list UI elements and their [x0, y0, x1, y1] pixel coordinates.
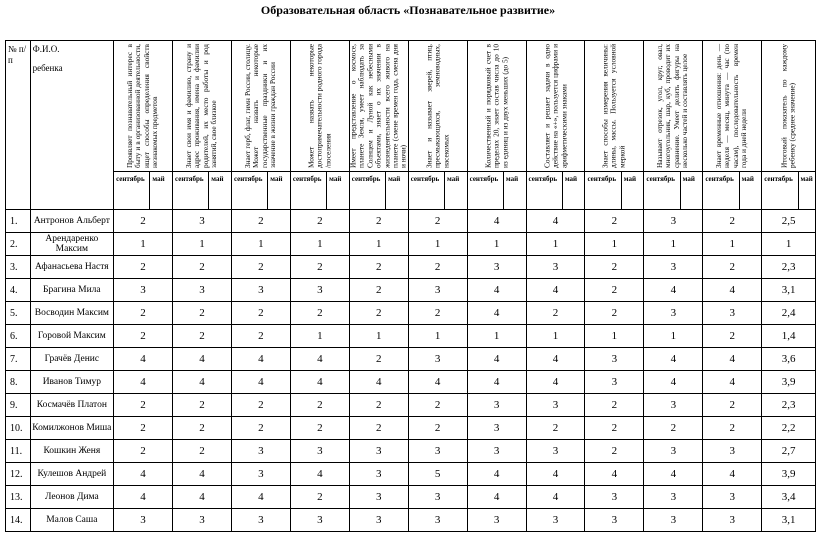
- criterion-text: Проявляет познавательный интерес в быту и в организованной деятельности, ищет способы определения свойств незнакомых предметов: [125, 44, 160, 168]
- table-row: [6, 509, 816, 532]
- score-cell: 4: [703, 348, 762, 371]
- score-cell: 1,4: [762, 325, 816, 348]
- score-cell: 2: [703, 256, 762, 279]
- score-cell: 3: [231, 279, 290, 302]
- criterion-header: [526, 41, 585, 172]
- score-cell: 4: [173, 486, 232, 509]
- criterion-header: [762, 41, 816, 172]
- score-cell: 1: [114, 233, 173, 256]
- score-cell: 2: [526, 302, 585, 325]
- month-label: май: [444, 172, 467, 210]
- score-cell: 3: [408, 348, 467, 371]
- score-cell: 4: [173, 463, 232, 486]
- child-name: Арендаренко Максим: [30, 233, 114, 256]
- score-cell: 3: [290, 279, 349, 302]
- score-cell: 4: [526, 279, 585, 302]
- criterion-header: [349, 41, 408, 172]
- score-cell: 3: [644, 210, 703, 233]
- score-cell: 4: [644, 463, 703, 486]
- score-cell: 3: [526, 394, 585, 417]
- score-cell: 3: [703, 509, 762, 532]
- score-cell: 4: [526, 210, 585, 233]
- table-row: [6, 463, 816, 486]
- score-cell: 4: [467, 348, 526, 371]
- score-cell: 3,6: [762, 348, 816, 371]
- score-cell: 3: [644, 256, 703, 279]
- score-cell: 4: [290, 463, 349, 486]
- month-label: сентябрь: [290, 172, 326, 210]
- table-row: [6, 256, 816, 279]
- child-name: Восводин Максим: [30, 302, 114, 325]
- score-cell: 2: [290, 302, 349, 325]
- score-cell: 2: [114, 210, 173, 233]
- month-label: сентябрь: [703, 172, 739, 210]
- month-label: май: [150, 172, 173, 210]
- score-cell: 1: [290, 325, 349, 348]
- month-label: сентябрь: [231, 172, 267, 210]
- header-num: № п/п: [6, 41, 31, 210]
- score-cell: 2: [585, 210, 644, 233]
- row-number: 10.: [6, 417, 31, 440]
- month-label: сентябрь: [526, 172, 562, 210]
- score-cell: 3: [585, 348, 644, 371]
- score-cell: 4: [467, 463, 526, 486]
- score-cell: 2: [231, 394, 290, 417]
- score-cell: 2: [231, 256, 290, 279]
- header-name: [30, 41, 114, 210]
- score-cell: 4: [231, 348, 290, 371]
- score-cell: 3: [349, 509, 408, 532]
- score-cell: 2,4: [762, 302, 816, 325]
- score-cell: 2: [349, 210, 408, 233]
- score-cell: 2: [703, 325, 762, 348]
- assessment-table: [5, 40, 816, 532]
- score-cell: 2: [290, 256, 349, 279]
- score-cell: 3: [231, 463, 290, 486]
- table-row: [6, 394, 816, 417]
- child-name: Кулешов Андрей: [30, 463, 114, 486]
- score-cell: 3: [644, 486, 703, 509]
- child-name: Малов Саша: [30, 509, 114, 532]
- score-cell: 3: [114, 279, 173, 302]
- score-cell: 2: [526, 417, 585, 440]
- score-cell: 2,3: [762, 394, 816, 417]
- child-name: Комилжонов Миша: [30, 417, 114, 440]
- score-cell: 3: [408, 279, 467, 302]
- page-title: Образовательная область «Познавательное развитие»: [260, 3, 556, 17]
- score-cell: 2: [408, 394, 467, 417]
- month-label: май: [739, 172, 762, 210]
- score-cell: 1: [762, 233, 816, 256]
- score-cell: 1: [703, 233, 762, 256]
- month-label: сентябрь: [644, 172, 680, 210]
- month-label: сентябрь: [114, 172, 150, 210]
- table-row: [6, 302, 816, 325]
- score-cell: 2: [173, 417, 232, 440]
- score-cell: 2: [585, 440, 644, 463]
- row-number: 1.: [6, 210, 31, 233]
- score-cell: 2: [114, 302, 173, 325]
- score-cell: 2: [644, 417, 703, 440]
- criterion-header: [408, 41, 467, 172]
- score-cell: 2: [173, 440, 232, 463]
- score-cell: 1: [585, 233, 644, 256]
- score-cell: 4: [703, 463, 762, 486]
- score-cell: 3: [467, 394, 526, 417]
- score-cell: 1: [585, 325, 644, 348]
- score-cell: 4: [467, 371, 526, 394]
- score-cell: 2: [585, 394, 644, 417]
- table-row: [6, 440, 816, 463]
- month-label: сентябрь: [585, 172, 621, 210]
- score-cell: 2: [349, 394, 408, 417]
- month-label: май: [503, 172, 526, 210]
- score-cell: 3: [349, 486, 408, 509]
- score-cell: 2: [231, 302, 290, 325]
- table-row: [6, 325, 816, 348]
- score-cell: 2: [290, 486, 349, 509]
- score-cell: 1: [173, 233, 232, 256]
- score-cell: 3,1: [762, 279, 816, 302]
- score-cell: 2: [114, 325, 173, 348]
- score-cell: 3: [349, 440, 408, 463]
- score-cell: 2: [231, 417, 290, 440]
- score-cell: 4: [585, 463, 644, 486]
- month-label: май: [209, 172, 232, 210]
- score-cell: 3: [526, 509, 585, 532]
- score-cell: 3: [467, 417, 526, 440]
- score-cell: 2: [408, 256, 467, 279]
- score-cell: 2: [585, 417, 644, 440]
- score-cell: 1: [408, 325, 467, 348]
- table-row: [6, 371, 816, 394]
- score-cell: 2: [703, 210, 762, 233]
- child-name: Антронов Альберт: [30, 210, 114, 233]
- score-cell: 4: [703, 279, 762, 302]
- table-row: [6, 486, 816, 509]
- criterion-text: Знает временные отношения: день — неделя — месяц, минута — час (по часам), последовательность времен года и дней недели: [714, 44, 749, 168]
- score-cell: 4: [114, 463, 173, 486]
- score-cell: 4: [290, 348, 349, 371]
- score-cell: 2: [231, 325, 290, 348]
- score-cell: 3,1: [762, 509, 816, 532]
- score-cell: 3: [526, 440, 585, 463]
- table-row: [6, 233, 816, 256]
- criterion-text: Знает способы измерения величины: длины, массы. Пользуется условной меркой: [600, 44, 627, 168]
- score-cell: 3: [644, 440, 703, 463]
- score-cell: 3,9: [762, 463, 816, 486]
- score-cell: 1: [290, 233, 349, 256]
- score-cell: 2: [290, 210, 349, 233]
- score-cell: 2,7: [762, 440, 816, 463]
- score-cell: 2: [114, 417, 173, 440]
- score-cell: 3: [173, 509, 232, 532]
- score-cell: 3: [173, 279, 232, 302]
- criterion-header: [644, 41, 703, 172]
- score-cell: 4: [526, 486, 585, 509]
- criterion-text: Количественный и порядковый счет в пределах 20, знает состав числа до 10 из единиц и из двух меньших (до 5): [482, 44, 509, 168]
- score-cell: 4: [231, 371, 290, 394]
- score-cell: 3: [585, 486, 644, 509]
- score-cell: 5: [408, 463, 467, 486]
- score-cell: 2,5: [762, 210, 816, 233]
- table-row: [6, 210, 816, 233]
- score-cell: 2: [114, 256, 173, 279]
- month-label: май: [268, 172, 291, 210]
- score-cell: 2: [408, 417, 467, 440]
- month-label: сентябрь: [173, 172, 209, 210]
- month-label: май: [386, 172, 409, 210]
- table-row: [6, 279, 816, 302]
- score-cell: 2: [173, 256, 232, 279]
- score-cell: 2: [349, 348, 408, 371]
- score-cell: 1: [408, 233, 467, 256]
- score-cell: 3: [408, 440, 467, 463]
- score-cell: 1: [644, 233, 703, 256]
- score-cell: 4: [526, 463, 585, 486]
- score-cell: 2: [173, 394, 232, 417]
- score-cell: 3: [467, 256, 526, 279]
- criterion-text: Итоговый показатель по каждому ребенку (среднее значение): [779, 44, 797, 168]
- score-cell: 3: [703, 486, 762, 509]
- score-cell: 4: [114, 371, 173, 394]
- row-number: 14.: [6, 509, 31, 532]
- score-cell: 2: [114, 394, 173, 417]
- row-number: 4.: [6, 279, 31, 302]
- criterion-text: Составляет и решает задачи в одно действие на «+», пользуется цифрами и арифметическими знаками: [541, 44, 568, 168]
- score-cell: 4: [467, 302, 526, 325]
- criterion-header: [290, 41, 349, 172]
- criterion-header: [231, 41, 290, 172]
- score-cell: 3: [231, 509, 290, 532]
- child-name: Афанасьева Настя: [30, 256, 114, 279]
- month-label: сентябрь: [408, 172, 444, 210]
- score-cell: 2: [408, 302, 467, 325]
- month-label: май: [680, 172, 703, 210]
- score-cell: 4: [703, 371, 762, 394]
- score-cell: 3: [114, 509, 173, 532]
- score-cell: 1: [467, 325, 526, 348]
- row-number: 13.: [6, 486, 31, 509]
- child-name: Леонов Дима: [30, 486, 114, 509]
- score-cell: 4: [173, 371, 232, 394]
- score-cell: 1: [467, 233, 526, 256]
- child-name: Иванов Тимур: [30, 371, 114, 394]
- row-number: 6.: [6, 325, 31, 348]
- score-cell: 3: [290, 440, 349, 463]
- child-name: Горовой Максим: [30, 325, 114, 348]
- row-number: 11.: [6, 440, 31, 463]
- score-cell: 3: [349, 463, 408, 486]
- criterion-header: [173, 41, 232, 172]
- score-cell: 2: [349, 279, 408, 302]
- row-number: 9.: [6, 394, 31, 417]
- score-cell: 4: [526, 348, 585, 371]
- score-cell: 2,3: [762, 256, 816, 279]
- score-cell: 3,9: [762, 371, 816, 394]
- score-cell: 3: [173, 210, 232, 233]
- header-name-line1: Ф.И.О.: [32, 44, 60, 54]
- month-label: май: [562, 172, 585, 210]
- score-cell: 2: [290, 417, 349, 440]
- score-cell: 3: [585, 509, 644, 532]
- score-cell: 3: [290, 509, 349, 532]
- score-cell: 1: [231, 233, 290, 256]
- score-cell: 3: [231, 440, 290, 463]
- score-cell: 3: [644, 302, 703, 325]
- score-cell: 1: [349, 233, 408, 256]
- month-label: май: [327, 172, 350, 210]
- score-cell: 1: [349, 325, 408, 348]
- score-cell: 4: [290, 371, 349, 394]
- criterion-text: Может назвать некоторые достопримечательности родного города /поселения: [306, 44, 333, 168]
- score-cell: 2: [290, 394, 349, 417]
- score-cell: 2: [703, 417, 762, 440]
- row-number: 12.: [6, 463, 31, 486]
- row-number: 3.: [6, 256, 31, 279]
- month-label: сентябрь: [467, 172, 503, 210]
- criterion-header: [467, 41, 526, 172]
- header-name-line2: ребенка: [32, 63, 63, 73]
- score-cell: 4: [349, 371, 408, 394]
- score-cell: 2: [173, 325, 232, 348]
- criterion-text: Знает герб, флаг, гимн России, столицу. Может назвать некоторые государственные праздники и их значение в жизни граждан России: [243, 44, 278, 168]
- criterion-text: Знает и называет зверей, птиц, пресмыкающихся, земноводных, насекомых: [424, 44, 450, 168]
- score-cell: 2: [585, 256, 644, 279]
- score-cell: 2: [585, 302, 644, 325]
- child-name: Брагина Мила: [30, 279, 114, 302]
- row-number: 2.: [6, 233, 31, 256]
- row-number: 5.: [6, 302, 31, 325]
- score-cell: 4: [526, 371, 585, 394]
- score-cell: 2: [349, 417, 408, 440]
- row-number: 7.: [6, 348, 31, 371]
- score-cell: 3: [644, 509, 703, 532]
- child-name: Космачёв Платон: [30, 394, 114, 417]
- score-cell: 4: [173, 348, 232, 371]
- score-cell: 2: [703, 394, 762, 417]
- score-cell: 2: [231, 210, 290, 233]
- score-cell: 4: [467, 279, 526, 302]
- criterion-text: Имеет представление о космосе, планете Земля, умеет наблюдать за Солнцем и Луной как небесными объектами, знает о их значении в жизнедеятельности всего живого на планете (смене времен года, смена дня и ночи): [348, 44, 408, 168]
- score-cell: 4: [644, 279, 703, 302]
- score-cell: 4: [644, 371, 703, 394]
- score-cell: 4: [467, 210, 526, 233]
- score-cell: 2: [408, 210, 467, 233]
- table-row: [6, 348, 816, 371]
- score-cell: 1: [526, 325, 585, 348]
- row-number: 8.: [6, 371, 31, 394]
- month-label: сентябрь: [349, 172, 385, 210]
- criterion-header: [114, 41, 173, 172]
- criterion-text: Называет отрезок, угол, круг, овал, многоугольник, шар, куб, проводит их сравнение. Умеет делить фигуры на несколько частей и составлять целое: [655, 44, 690, 168]
- score-cell: 4: [231, 486, 290, 509]
- score-cell: 3: [408, 486, 467, 509]
- month-label: май: [621, 172, 644, 210]
- score-cell: 4: [644, 348, 703, 371]
- score-cell: 1: [644, 325, 703, 348]
- score-cell: 2: [349, 256, 408, 279]
- score-cell: 3: [408, 509, 467, 532]
- score-cell: 3: [703, 440, 762, 463]
- month-label: май: [798, 172, 815, 210]
- score-cell: 2,2: [762, 417, 816, 440]
- score-cell: 4: [408, 371, 467, 394]
- score-cell: 3: [526, 256, 585, 279]
- score-cell: 4: [114, 348, 173, 371]
- score-cell: 4: [467, 486, 526, 509]
- score-cell: 3: [467, 440, 526, 463]
- criterion-header: [585, 41, 644, 172]
- score-cell: 2: [585, 279, 644, 302]
- score-cell: 1: [526, 233, 585, 256]
- child-name: Грачёв Денис: [30, 348, 114, 371]
- score-cell: 2: [114, 440, 173, 463]
- score-cell: 3: [467, 509, 526, 532]
- score-cell: 3: [585, 371, 644, 394]
- score-cell: 3: [644, 394, 703, 417]
- month-label: сентябрь: [762, 172, 798, 210]
- score-cell: 3,4: [762, 486, 816, 509]
- score-cell: 4: [114, 486, 173, 509]
- score-cell: 3: [703, 302, 762, 325]
- criterion-header: [703, 41, 762, 172]
- child-name: Кошкин Женя: [30, 440, 114, 463]
- score-cell: 2: [349, 302, 408, 325]
- score-cell: 2: [173, 302, 232, 325]
- criterion-text: Знает свои имя и фамилию, страну и адрес проживания, имена и фамилии родителей, их место работы и род занятий, свое близкое: [184, 44, 219, 168]
- table-row: [6, 417, 816, 440]
